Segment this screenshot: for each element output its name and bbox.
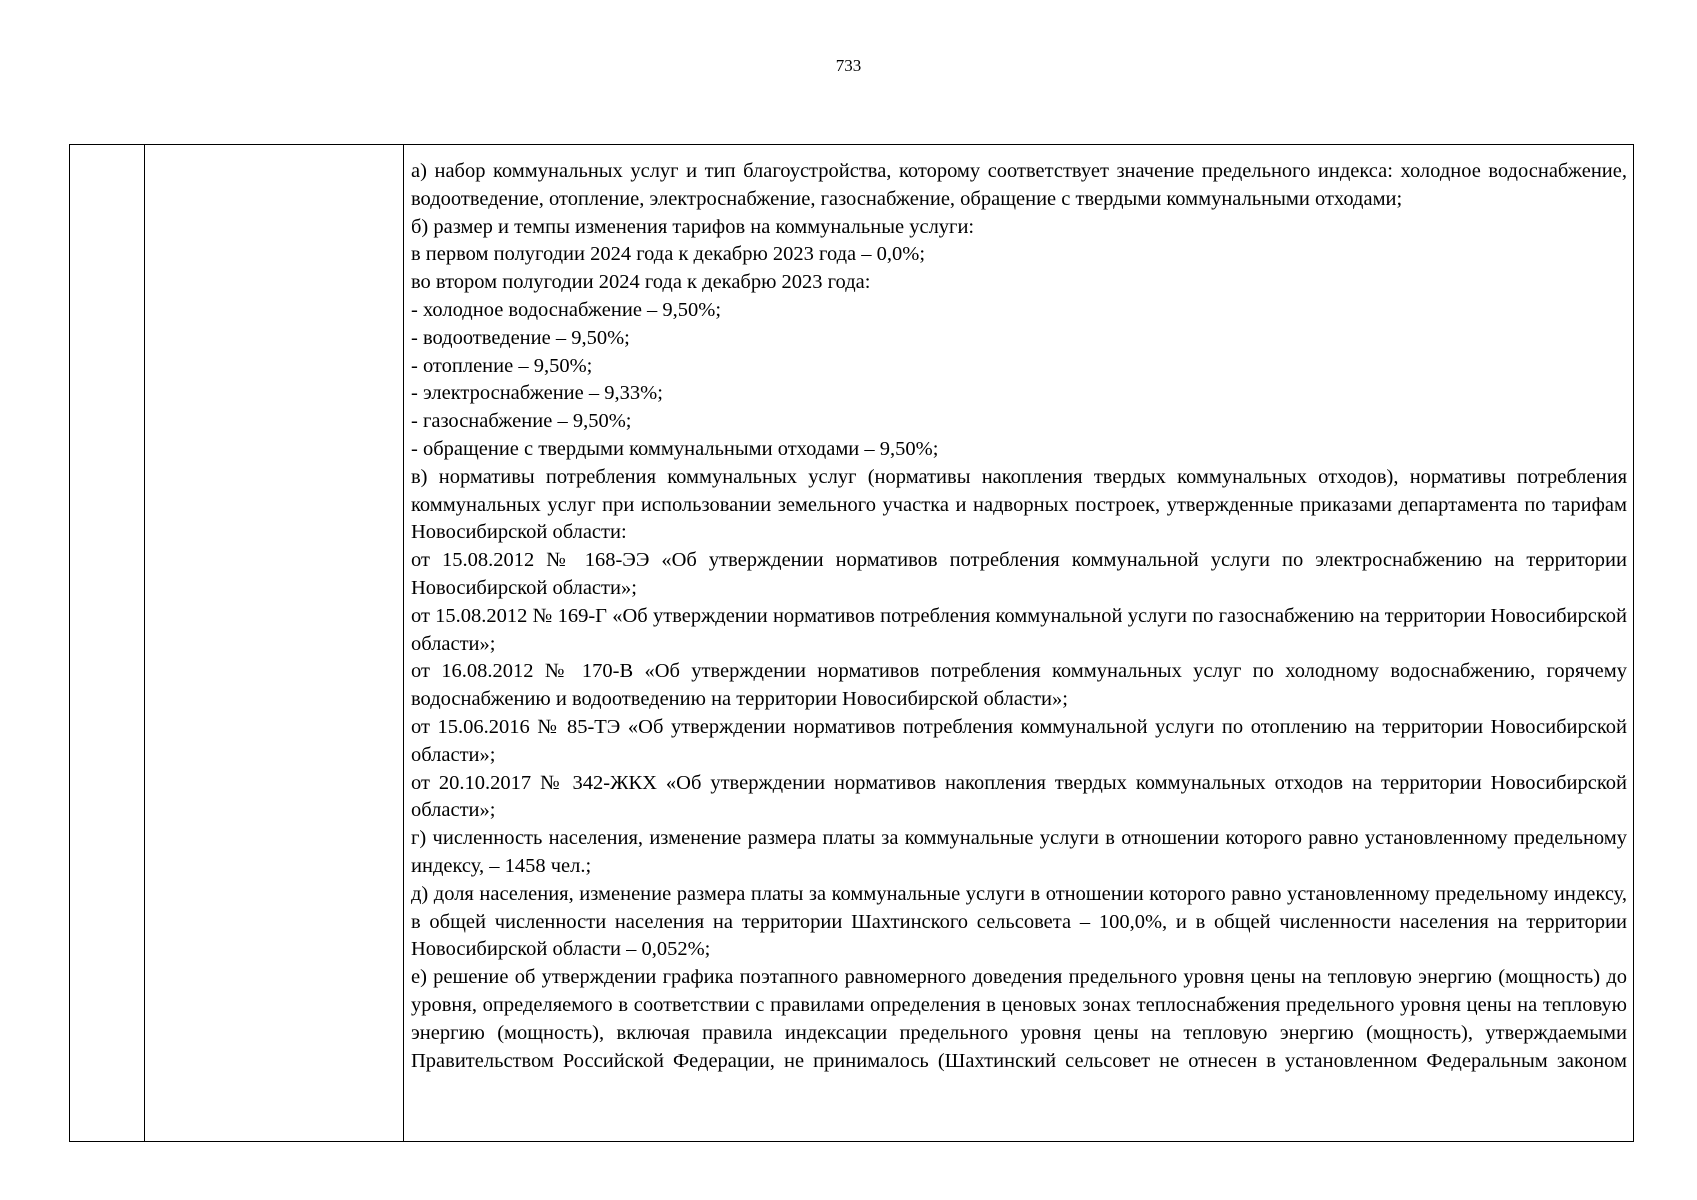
paragraph-d: д) доля населения, изменение размера платы за коммунальные услуги в отношении которого равно установленному предельному индексу, в общей численности населения на территории Шахтинского сельсовета – 100,0%, и в общей численности населения на территории Новосибирской области – 0,052%; <box>411 882 1627 961</box>
tariff-item-heating: - отопление – 9,50%; <box>411 354 593 377</box>
order-168-ee: от 15.08.2012 № 168-ЭЭ «Об утверждении нормативов потребления коммунальной услуги по электроснабжению на территории Новосибирской области»; <box>411 549 1627 599</box>
paragraph-e: е) решение об утверждении графика поэтапного равномерного доведения предельного уровня цены на тепловую энергию (мощность) до уровня, определяемого в соответствии с правилами определения в ценовых зонах теплоснабжения предельного уровня цены на тепловую энергию (мощность), включая правила индексации предельного уровня цены на тепловую энергию (мощность), утверждаемыми Правительством Российской Федерации, не принималось (Шахтинский сельсовет не отнесен в установленном Федеральным законом <box>411 966 1627 1072</box>
order-169-g: от 15.08.2012 № 169-Г «Об утверждении нормативов потребления коммунальной услуги по газоснабжению на территории Новосибирской области»; <box>411 604 1627 655</box>
tariff-second-half: во втором полугодии 2024 года к декабрю 2023 года: <box>411 271 871 294</box>
paragraph-b: б) размер и темпы изменения тарифов на коммунальные услуги: <box>411 215 975 238</box>
paragraph-a: а) набор коммунальных услуг и тип благоустройства, которому соответствует значение предельного индекса: холодное водоснабжение, водоотведение, отопление, электроснабжение, газоснабжение, обращение с твердыми коммунальными отходами; <box>411 160 1627 210</box>
empty-cell-title <box>145 145 404 1142</box>
tariff-item-gas: - газоснабжение – 9,50%; <box>411 410 632 433</box>
tariff-item-drainage: - водоотведение – 9,50%; <box>411 326 630 349</box>
paragraph-v: в) нормативы потребления коммунальных услуг (нормативы накопления твердых коммунальных отходов), нормативы потребления коммунальных услуг при использовании земельного участка и надворных построек, утвержденные приказами департамента по тарифам Новосибирской области: <box>411 465 1627 544</box>
page-number: 733 <box>835 56 862 75</box>
tariff-item-waste: - обращение с твердыми коммунальными отходами – 9,50%; <box>411 437 939 460</box>
paragraph-g: г) численность населения, изменение размера платы за коммунальные услуги в отношении которого равно установленному предельному индексу, – 1458 чел.; <box>411 827 1627 877</box>
table-row <box>70 145 1634 1142</box>
order-170-v: от 16.08.2012 № 170-В «Об утверждении нормативов потребления коммунальных услуг по холодному водоснабжению, горячему водоснабжению и водоотведению на территории Новосибирской области»; <box>411 660 1627 711</box>
tariff-item-electricity: - электроснабжение – 9,33%; <box>411 382 663 405</box>
order-342-zhkh: от 20.10.2017 № 342-ЖКХ «Об утверждении нормативов накопления твердых коммунальных отходов на территории Новосибирской области»; <box>411 771 1627 822</box>
content-cell <box>404 145 1634 1142</box>
content-table <box>69 144 1634 1142</box>
empty-cell-number <box>70 145 145 1142</box>
order-85-te: от 15.06.2016 № 85-ТЭ «Об утверждении нормативов потребления коммунальной услуги по отоплению на территории Новосибирской области»; <box>411 715 1627 766</box>
tariff-item-cold-water: - холодное водоснабжение – 9,50%; <box>411 298 722 321</box>
tariff-first-half: в первом полугодии 2024 года к декабрю 2023 года – 0,0%; <box>411 243 926 266</box>
